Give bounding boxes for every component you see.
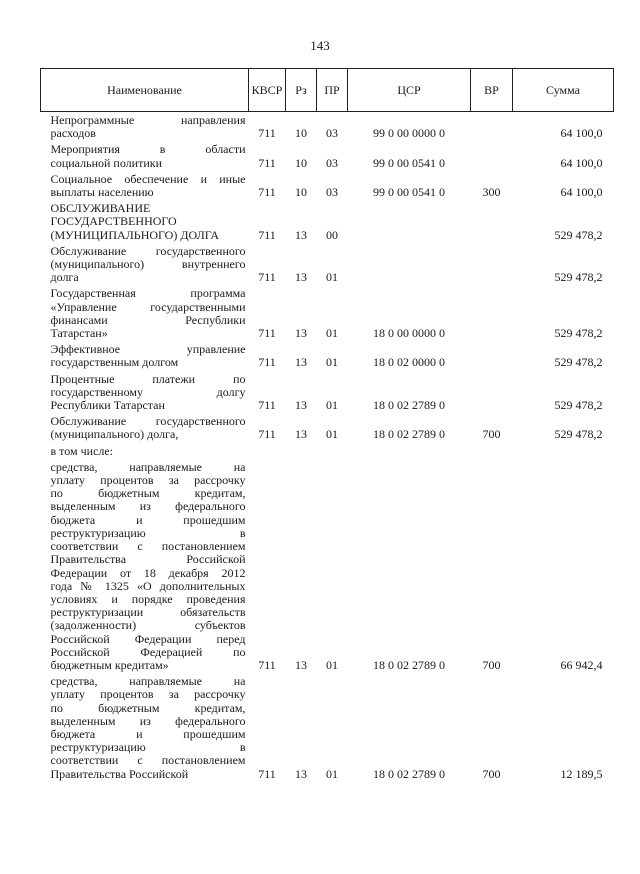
name-line: реструктуризацию в	[50, 740, 246, 755]
name-line: (муниципального) долга,	[50, 427, 179, 442]
table-row	[41, 112, 614, 142]
cell-rz: 13	[295, 766, 307, 781]
name-line: (МУНИЦИПАЛЬНОГО) ДОЛГА	[50, 227, 220, 242]
name-line: средства, направляемые на	[50, 674, 246, 689]
name-line: средства, направляемые на	[50, 459, 246, 474]
cell-name	[41, 285, 249, 341]
table-row	[41, 443, 614, 459]
header-pr: ПР	[317, 69, 348, 112]
name-line: Татарстан»	[50, 326, 108, 341]
name-line: реструктуризации обязательств	[50, 605, 246, 620]
name-line: Федерации от 18 декабря 2012	[50, 565, 246, 580]
cell-name	[41, 459, 249, 673]
cell-kvsr: 711	[258, 326, 276, 341]
cell-csr: 99 0 00 0541 0	[373, 155, 445, 170]
name-line: Социальное обеспечение и иные	[50, 171, 246, 186]
cell-pr: 03	[326, 155, 338, 170]
cell-name	[41, 141, 249, 170]
cell-kvsr: 711	[258, 355, 276, 370]
name-line: Правительства Российской	[50, 552, 246, 567]
name-line: государственному долгу	[50, 384, 246, 399]
name-line: ГОСУДАРСТВЕННОГО	[50, 214, 177, 229]
cell-sum: 64 100,0	[560, 185, 603, 200]
name-line: ОБСЛУЖИВАНИЕ	[50, 201, 151, 216]
header-kvsr: КВСР	[249, 69, 286, 112]
table-row	[41, 673, 614, 782]
cell-sum	[513, 443, 614, 459]
cell-sum: 529 478,2	[554, 326, 603, 341]
name-line: Республики Татарстан	[50, 398, 165, 413]
name-line: уплату процентов за рассрочку	[50, 473, 246, 488]
cell-rz: 10	[295, 126, 307, 141]
cell-sum: 64 100,0	[560, 155, 603, 170]
name-line: выделенным из федерального	[50, 499, 246, 514]
cell-sum: 529 478,2	[554, 427, 603, 442]
name-line: Мероприятия в области	[50, 142, 246, 157]
cell-csr: 18 0 02 2789 0	[373, 398, 445, 413]
name-line: бюджета и прошедшим	[50, 726, 246, 741]
name-line: условиях и порядке проведения	[50, 591, 246, 606]
cell-kvsr: 711	[258, 766, 276, 781]
cell-name	[41, 243, 249, 286]
cell-vr: 700	[482, 766, 501, 781]
cell-pr	[317, 443, 348, 459]
cell-csr: 18 0 02 2789 0	[373, 657, 445, 672]
cell-rz: 13	[295, 398, 307, 413]
cell-csr: 99 0 00 0541 0	[373, 185, 445, 200]
cell-pr: 03	[326, 185, 338, 200]
cell-kvsr	[249, 443, 286, 459]
cell-name	[41, 673, 249, 782]
table-header-row	[41, 69, 614, 112]
name-line: Непрограммные направления	[50, 113, 246, 127]
name-line: соответствии с постановлением	[50, 753, 246, 768]
cell-csr: 18 0 02 2789 0	[373, 766, 445, 781]
cell-csr: 18 0 02 0000 0	[373, 355, 445, 370]
header-csr: ЦСР	[348, 69, 471, 112]
header-sum: Сумма	[513, 69, 614, 112]
cell-kvsr: 711	[258, 398, 276, 413]
page-number: 143	[310, 38, 330, 53]
cell-sum: 529 478,2	[554, 227, 603, 242]
cell-sum: 12 189,5	[560, 766, 603, 781]
cell-csr: 18 0 02 2789 0	[373, 427, 445, 442]
cell-kvsr: 711	[258, 155, 276, 170]
cell-pr: 01	[326, 766, 338, 781]
cell-vr	[471, 141, 513, 170]
cell-name	[41, 200, 249, 243]
cell-csr: 18 0 00 0000 0	[373, 326, 445, 341]
name-line: долга	[50, 270, 79, 285]
cell-rz: 13	[295, 227, 307, 242]
name-line: выделенным из федерального	[50, 713, 246, 728]
cell-pr: 00	[326, 227, 338, 242]
table-row	[41, 141, 614, 170]
cell-vr	[471, 371, 513, 414]
cell-name	[41, 443, 249, 459]
name-line: социальной политики	[50, 155, 162, 170]
cell-rz: 10	[295, 155, 307, 170]
table-row	[41, 243, 614, 286]
cell-kvsr: 711	[258, 126, 276, 141]
cell-rz: 13	[295, 326, 307, 341]
cell-rz: 13	[295, 427, 307, 442]
cell-pr: 01	[326, 270, 338, 285]
name-line: по бюджетным кредитам,	[50, 700, 246, 715]
name-line: бюджетным кредитам»	[50, 657, 169, 672]
name-line: (задолженности) субъектов	[50, 618, 246, 633]
cell-vr	[471, 341, 513, 370]
name-line: Эффективное управление	[50, 342, 246, 357]
table-row	[41, 459, 614, 673]
cell-csr	[348, 243, 471, 286]
cell-sum: 529 478,2	[554, 270, 603, 285]
cell-kvsr: 711	[258, 427, 276, 442]
name-line: (муниципального) внутреннего	[50, 257, 246, 272]
header-rz: Рз	[286, 69, 317, 112]
cell-pr: 01	[326, 427, 338, 442]
name-line: Государственная программа	[50, 286, 246, 301]
table-row	[41, 171, 614, 200]
table-row	[41, 200, 614, 243]
cell-rz: 13	[295, 355, 307, 370]
cell-kvsr: 711	[258, 185, 276, 200]
cell-rz: 10	[295, 185, 307, 200]
cell-sum: 529 478,2	[554, 398, 603, 413]
name-line: Правительства Российской	[50, 766, 189, 781]
cell-name	[41, 171, 249, 200]
cell-kvsr: 711	[258, 270, 276, 285]
name-line: года № 1325 «О дополнительных	[50, 578, 246, 593]
budget-table	[40, 68, 614, 782]
cell-pr: 01	[326, 355, 338, 370]
name-line: Российской Федерацией по	[50, 644, 246, 659]
cell-kvsr: 711	[258, 227, 276, 242]
header-name: Наименование	[41, 69, 249, 112]
cell-csr	[348, 200, 471, 243]
cell-vr: 700	[482, 657, 501, 672]
cell-vr	[471, 443, 513, 459]
cell-vr: 300	[482, 185, 501, 200]
cell-rz: 13	[295, 657, 307, 672]
cell-pr: 01	[326, 657, 338, 672]
cell-name	[41, 371, 249, 414]
name-line: финансами Республики	[50, 312, 246, 327]
cell-vr	[471, 112, 513, 142]
table-row	[41, 341, 614, 370]
name-line: уплату процентов за рассрочку	[50, 687, 246, 702]
cell-name	[41, 413, 249, 442]
cell-sum: 66 942,4	[560, 657, 603, 672]
cell-pr: 01	[326, 398, 338, 413]
name-line: в том числе:	[50, 443, 114, 458]
table-body	[41, 112, 614, 782]
cell-rz	[286, 443, 317, 459]
cell-csr: 99 0 00 0000 0	[373, 126, 445, 141]
name-line: бюджета и прошедшим	[50, 512, 246, 527]
cell-vr: 700	[482, 427, 501, 442]
name-line: Обслуживание государственного	[50, 414, 246, 429]
cell-kvsr: 711	[258, 657, 276, 672]
cell-pr: 03	[326, 126, 338, 141]
name-line: по бюджетным кредитам,	[50, 486, 246, 501]
cell-name	[41, 112, 249, 142]
cell-rz: 13	[295, 270, 307, 285]
cell-vr	[471, 200, 513, 243]
name-line: Российской Федерации перед	[50, 631, 246, 646]
cell-sum: 529 478,2	[554, 355, 603, 370]
name-line: Обслуживание государственного	[50, 243, 246, 258]
cell-sum: 64 100,0	[560, 126, 603, 141]
cell-csr	[348, 443, 471, 459]
cell-vr	[471, 285, 513, 341]
name-line: государственным долгом	[50, 355, 179, 370]
name-line: реструктуризацию в	[50, 525, 246, 540]
cell-name	[41, 341, 249, 370]
name-line: соответствии с постановлением	[50, 539, 246, 554]
header-vr: ВР	[471, 69, 513, 112]
table-row	[41, 413, 614, 442]
cell-vr	[471, 243, 513, 286]
name-line: Процентные платежи по	[50, 371, 246, 386]
name-line: выплаты населению	[50, 185, 154, 200]
name-line: «Управление государственными	[50, 299, 246, 314]
table-row	[41, 285, 614, 341]
name-line: расходов	[50, 126, 96, 141]
cell-pr: 01	[326, 326, 338, 341]
table-row	[41, 371, 614, 414]
